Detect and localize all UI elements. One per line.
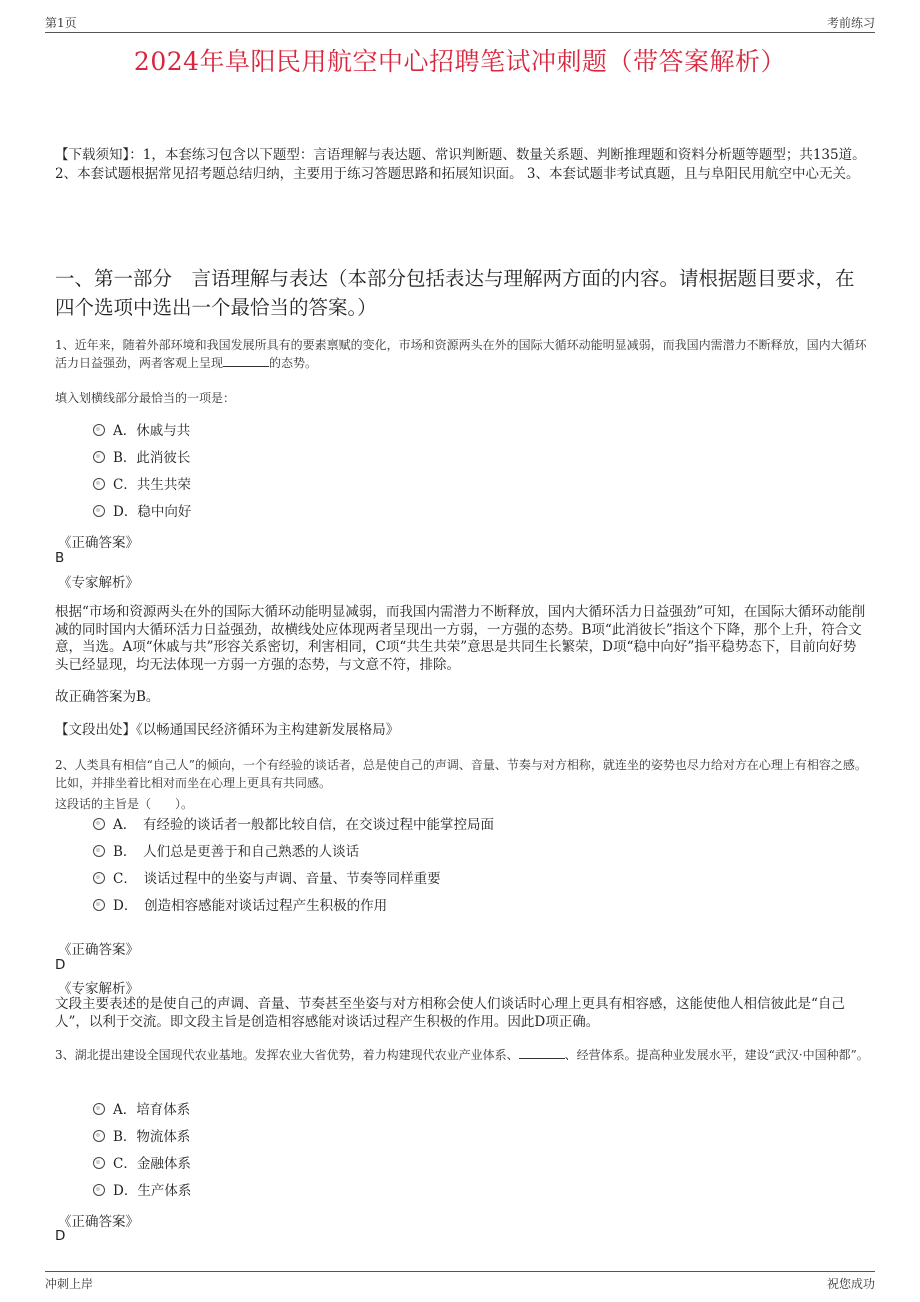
q1-source: 【文段出处】《以畅通国民经济循环为主构建新发展格局》 bbox=[55, 722, 400, 738]
radio-icon[interactable] bbox=[93, 1103, 105, 1115]
q2-answer: D bbox=[55, 957, 66, 973]
question-3-text: 3、湖北提出建设全国现代农业基地。发挥农业大省优势，着力构建现代农业产业体系、 、经营体系。提高种业发展水平，建设“武汉·中国种都”。 bbox=[55, 1048, 869, 1062]
q3-option-c[interactable]: C．金融体系 bbox=[93, 1154, 191, 1174]
question-1-text: 1、近年来，随着外部环境和我国发展所具有的要素禀赋的变化，市场和资源两头在外的国际大循环动能明显减弱，而我国内需潜力不断释放，国内大循环活力日益强劲，两者客观上呈现 的态势。 bbox=[55, 338, 867, 370]
q1-answer-label: 《正确答案》 bbox=[58, 535, 139, 551]
q3-option-d[interactable]: D．生产体系 bbox=[93, 1181, 191, 1201]
q1-analysis-label: 《专家解析》 bbox=[58, 575, 139, 591]
document-title: 2024年阜阳民用航空中心招聘笔试冲刺题（带答案解析） bbox=[133, 47, 787, 76]
radio-icon[interactable] bbox=[93, 899, 105, 911]
question-1-prompt: 填入划横线部分最恰当的一项是： bbox=[55, 391, 236, 405]
q2-option-d[interactable]: D． 创造相容感能对谈话过程产生积极的作用 bbox=[93, 896, 387, 916]
page-header bbox=[45, 12, 875, 33]
q1-answer: B bbox=[55, 550, 65, 566]
q1-option-b[interactable]: B．此消彼长 bbox=[93, 448, 190, 468]
q2-analysis-label: 《专家解析》 bbox=[58, 981, 139, 997]
q2-answer-label: 《正确答案》 bbox=[58, 942, 139, 958]
q2-option-b[interactable]: B． 人们总是更善于和自己熟悉的人谈话 bbox=[93, 842, 359, 862]
question-2-prompt: 这段话的主旨是（ ）。 bbox=[55, 797, 194, 811]
radio-icon[interactable] bbox=[93, 424, 105, 436]
radio-icon[interactable] bbox=[93, 451, 105, 463]
q3-option-b[interactable]: B．物流体系 bbox=[93, 1127, 190, 1147]
q3-option-a[interactable]: A．培育体系 bbox=[93, 1100, 190, 1120]
radio-icon[interactable] bbox=[93, 478, 105, 490]
page-number: 第1页 bbox=[45, 16, 77, 30]
q2-option-c[interactable]: C． 谈话过程中的坐姿与声调、音量、节奏等同样重要 bbox=[93, 869, 441, 889]
q1-option-a[interactable]: A．休戚与共 bbox=[93, 421, 190, 441]
radio-icon[interactable] bbox=[93, 505, 105, 517]
radio-icon[interactable] bbox=[93, 872, 105, 884]
header-tag: 考前练习 bbox=[826, 16, 875, 30]
fill-blank bbox=[223, 355, 269, 367]
radio-icon[interactable] bbox=[93, 1184, 105, 1196]
radio-icon[interactable] bbox=[93, 818, 105, 830]
page-footer bbox=[45, 1271, 875, 1292]
question-2-text: 2、人类具有相信“自己人”的倾向，一个有经验的谈话者，总是使自己的声调、音量、节奏与对方相称，就连坐的姿势也尽力给对方在心理上有相容之感。比如，并排坐着比相对而坐在心理上更具有共同感。 bbox=[55, 758, 867, 790]
radio-icon[interactable] bbox=[93, 1130, 105, 1142]
q1-option-c[interactable]: C．共生共荣 bbox=[93, 475, 191, 495]
q3-answer: D bbox=[55, 1228, 66, 1244]
radio-icon[interactable] bbox=[93, 845, 105, 857]
section-heading: 一、第一部分 言语理解与表达（本部分包括表达与理解两方面的内容。请根据题目要求，在四个选项中选出一个最恰当的答案。） bbox=[55, 267, 855, 319]
radio-icon[interactable] bbox=[93, 1157, 105, 1169]
q1-option-d[interactable]: D．稳中向好 bbox=[93, 502, 191, 522]
q2-analysis: 文段主要表述的是使自己的声调、音量、节奏甚至坐姿与对方相称会使人们谈话时心理上更具有相容感，这能使他人相信彼此是“自己人”，以利于交流。即文段主旨是创造相容感能对谈话过程产生积极的作用。因此D项正确。 bbox=[55, 996, 845, 1030]
q2-option-a[interactable]: A． 有经验的谈话者一般都比较自信，在交谈过程中能掌控局面 bbox=[93, 815, 494, 835]
q1-conclusion: 故正确答案为B。 bbox=[55, 689, 160, 705]
footer-right: 祝您成功 bbox=[826, 1277, 875, 1291]
q3-answer-label: 《正确答案》 bbox=[58, 1214, 139, 1230]
footer-left: 冲刺上岸 bbox=[45, 1277, 94, 1291]
download-notice: 【下载须知】：1，本套练习包含以下题型：言语理解与表达题、常识判断题、数量关系题、判断推理题和资料分析题等题型；共135道。 2、本套试题根据常见招考题总结归纳，主要用于练习答题思路和拓展知识面。 3、本套试题非考试真题，且与阜阳民用航空中心无关。 bbox=[55, 147, 866, 182]
fill-blank bbox=[519, 1047, 565, 1059]
q1-analysis: 根据“市场和资源两头在外的国际大循环动能明显减弱，而我国内需潜力不断释放，国内大循环活力日益强劲”可知，在国际大循环动能削减的同时国内大循环活力日益强劲，故横线处应体现两者呈现出一方弱，一方强的态势。B项“此消彼长”指这个下降，那个上升，符合文意，当选。A项“休戚与共”形容关系密切，利害相同，C项“共生共荣”意思是共同生长繁荣，D项“稳中向好”指平稳势态下，目前向好势头已经显现，均无法体现一方弱一方强的态势，与文意不符，排除。 bbox=[55, 604, 866, 673]
